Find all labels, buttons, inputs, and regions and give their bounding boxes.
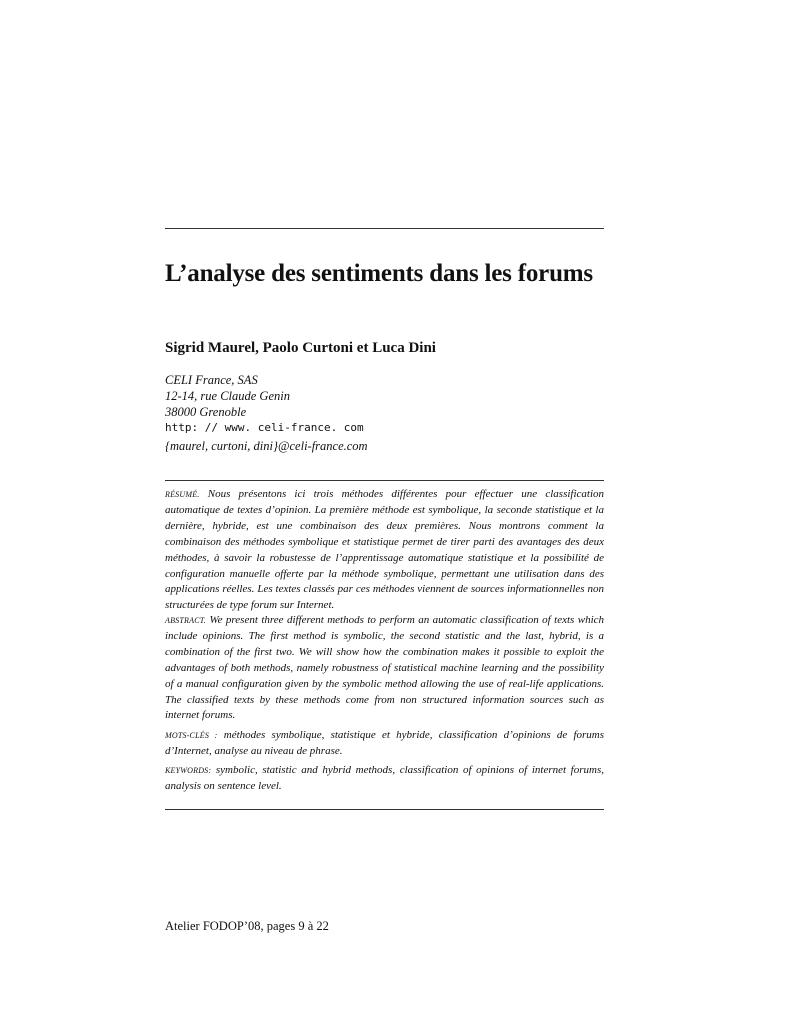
abstract-label: ABSTRACT. (165, 616, 206, 625)
page-footer: Atelier FODOP’08, pages 9 à 22 (165, 919, 329, 933)
abstract-bottom-rule (165, 809, 604, 810)
resume-paragraph (165, 487, 604, 614)
affiliation-line-3: 38000 Grenoble (165, 405, 247, 419)
keywords-text: symbolic, statistic and hybrid methods, classification of opinions of internet forums, analysis on sentence level. (165, 764, 604, 792)
resume-text: Nous présentons ici trois méthodes différentes pour effectuer une classification automatique de textes d’opinion. La première méthode est symbolique, la seconde statistique et la dernière, hybride, est une combinaison des deux premières. Nous montrons comment la combinaison des méthodes symbolique et statistique permet de tirer parti des avantages des deux méthodes, à savoir la robustesse de l’apprentissage automatique statistique et la possibilité de configuration manuelle offerte par la méthode symbolique, permettant une utilisation dans des applications réelles. Les textes classés par ces méthodes viennent de sources informationnelles non structurées de type forum sur Internet. (165, 488, 605, 612)
top-rule (165, 228, 604, 229)
mots-cles-text: méthodes symbolique, statistique et hybride, classification d’opinions de forums d’Internet, analyse au niveau de phrase. (165, 729, 605, 757)
affiliation-line-1: CELI France, SAS (165, 373, 258, 387)
resume-label: RÉSUMÉ. (165, 490, 200, 499)
mots-cles-paragraph (165, 728, 604, 760)
abstract-paragraph (165, 613, 604, 724)
paper-title: L’analyse des sentiments dans les forums (165, 260, 593, 287)
abstract-text: We present three different methods to perform an automatic classification of texts which include opinions. The first method is symbolic, the second statistic and the last, hybrid, is a combination of the first two. We will show how the combination makes it possible to exploit the advantages of both methods, namely robustness of statistical machine learning and the possibility of a manual configuration given by the symbolic method allowing the use of real-life applications. The classified texts by these methods come from non structured information sources such as internet forums. (165, 614, 605, 722)
affiliation-line-2: 12-14, rue Claude Genin (165, 389, 290, 403)
keywords-label: KEYWORDS: (165, 766, 212, 775)
keywords-paragraph (165, 763, 604, 795)
abstract-top-rule (165, 480, 604, 481)
author-emails: {maurel, curtoni, dini}@celi-france.com (165, 439, 368, 453)
mots-cles-label: MOTS-CLÉS : (165, 731, 218, 740)
affiliation-block (165, 372, 364, 436)
affiliation-url: http: // www. celi-france. com (165, 421, 364, 434)
author-list: Sigrid Maurel, Paolo Curtoni et Luca Dini (165, 340, 436, 356)
